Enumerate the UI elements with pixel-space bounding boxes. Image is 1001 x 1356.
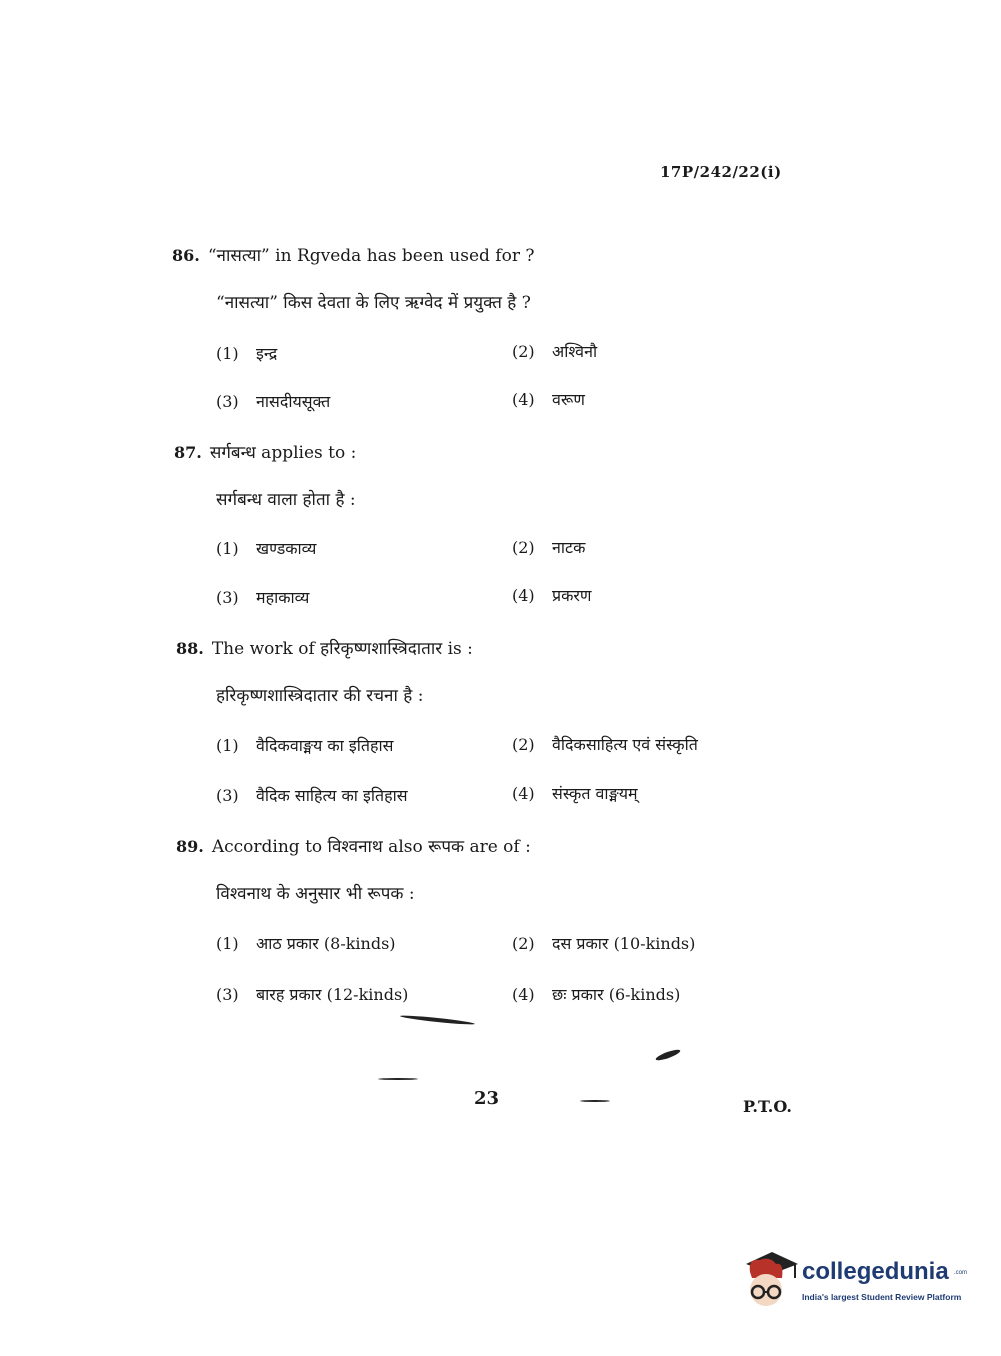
option-1: (1) खण्डकाव्य bbox=[216, 539, 317, 558]
option-3: (3) महाकाव्य bbox=[216, 588, 310, 607]
option-1: (1) इन्द्र bbox=[216, 344, 278, 363]
mascot-icon bbox=[742, 1248, 800, 1314]
option-4: (4) प्रकरण bbox=[512, 586, 592, 605]
question-text-hindi: सर्गबन्ध वाला होता है : bbox=[216, 490, 356, 510]
question-number: 86. bbox=[172, 246, 200, 265]
option-2: (2) दस प्रकार (10-kinds) bbox=[512, 934, 696, 953]
option-3: (3) नासदीयसूक्त bbox=[216, 392, 331, 411]
option-4: (4) संस्कृत वाङ्मयम् bbox=[512, 784, 638, 803]
paper-code: 17P/242/22(i) bbox=[660, 163, 782, 181]
option-2: (2) नाटक bbox=[512, 538, 586, 557]
brand-tagline: India's largest Student Review Platform bbox=[802, 1292, 962, 1302]
question-text-english: सर्गबन्ध applies to : bbox=[209, 443, 357, 463]
question-text-english: “नासत्या” in Rgveda has been used for ? bbox=[207, 246, 535, 266]
option-3: (3) वैदिक साहित्य का इतिहास bbox=[216, 786, 408, 805]
option-1: (1) वैदिकवाङ्मय का इतिहास bbox=[216, 736, 394, 755]
question-text-hindi: “नासत्या” किस देवता के लिए ऋग्वेद में प्रयुक्त है ? bbox=[216, 293, 531, 313]
option-4: (4) वरूण bbox=[512, 390, 585, 409]
brand-name: collegedunia bbox=[802, 1258, 949, 1285]
question-text-english: The work of हरिकृष्णशास्त्रिदातार is : bbox=[211, 639, 473, 659]
scan-smudge bbox=[400, 1014, 475, 1026]
scan-smudge bbox=[378, 1078, 418, 1080]
question-text-hindi: विश्वनाथ के अनुसार भी रूपक : bbox=[216, 884, 415, 904]
collegedunia-watermark bbox=[742, 1248, 972, 1318]
option-1: (1) आठ प्रकार (8-kinds) bbox=[216, 934, 396, 953]
scan-smudge bbox=[580, 1100, 610, 1102]
option-2: (2) वैदिकसाहित्य एवं संस्कृति bbox=[512, 735, 698, 754]
option-2: (2) अश्विनौ bbox=[512, 342, 598, 361]
scan-smudge bbox=[655, 1048, 681, 1063]
question-text-hindi: हरिकृष्णशास्त्रिदातार की रचना है : bbox=[216, 686, 424, 706]
option-4: (4) छः प्रकार (6-kinds) bbox=[512, 985, 681, 1004]
pto-label: P.T.O. bbox=[743, 1097, 792, 1116]
page-number: 23 bbox=[474, 1088, 500, 1109]
question-number: 88. bbox=[176, 639, 204, 658]
option-3: (3) बारह प्रकार (12-kinds) bbox=[216, 985, 409, 1004]
brand-suffix: .com bbox=[954, 1270, 968, 1276]
question-number: 87. bbox=[174, 443, 202, 462]
question-text-english: According to विश्वनाथ also रूपक are of : bbox=[211, 837, 531, 857]
question-number: 89. bbox=[176, 837, 204, 856]
